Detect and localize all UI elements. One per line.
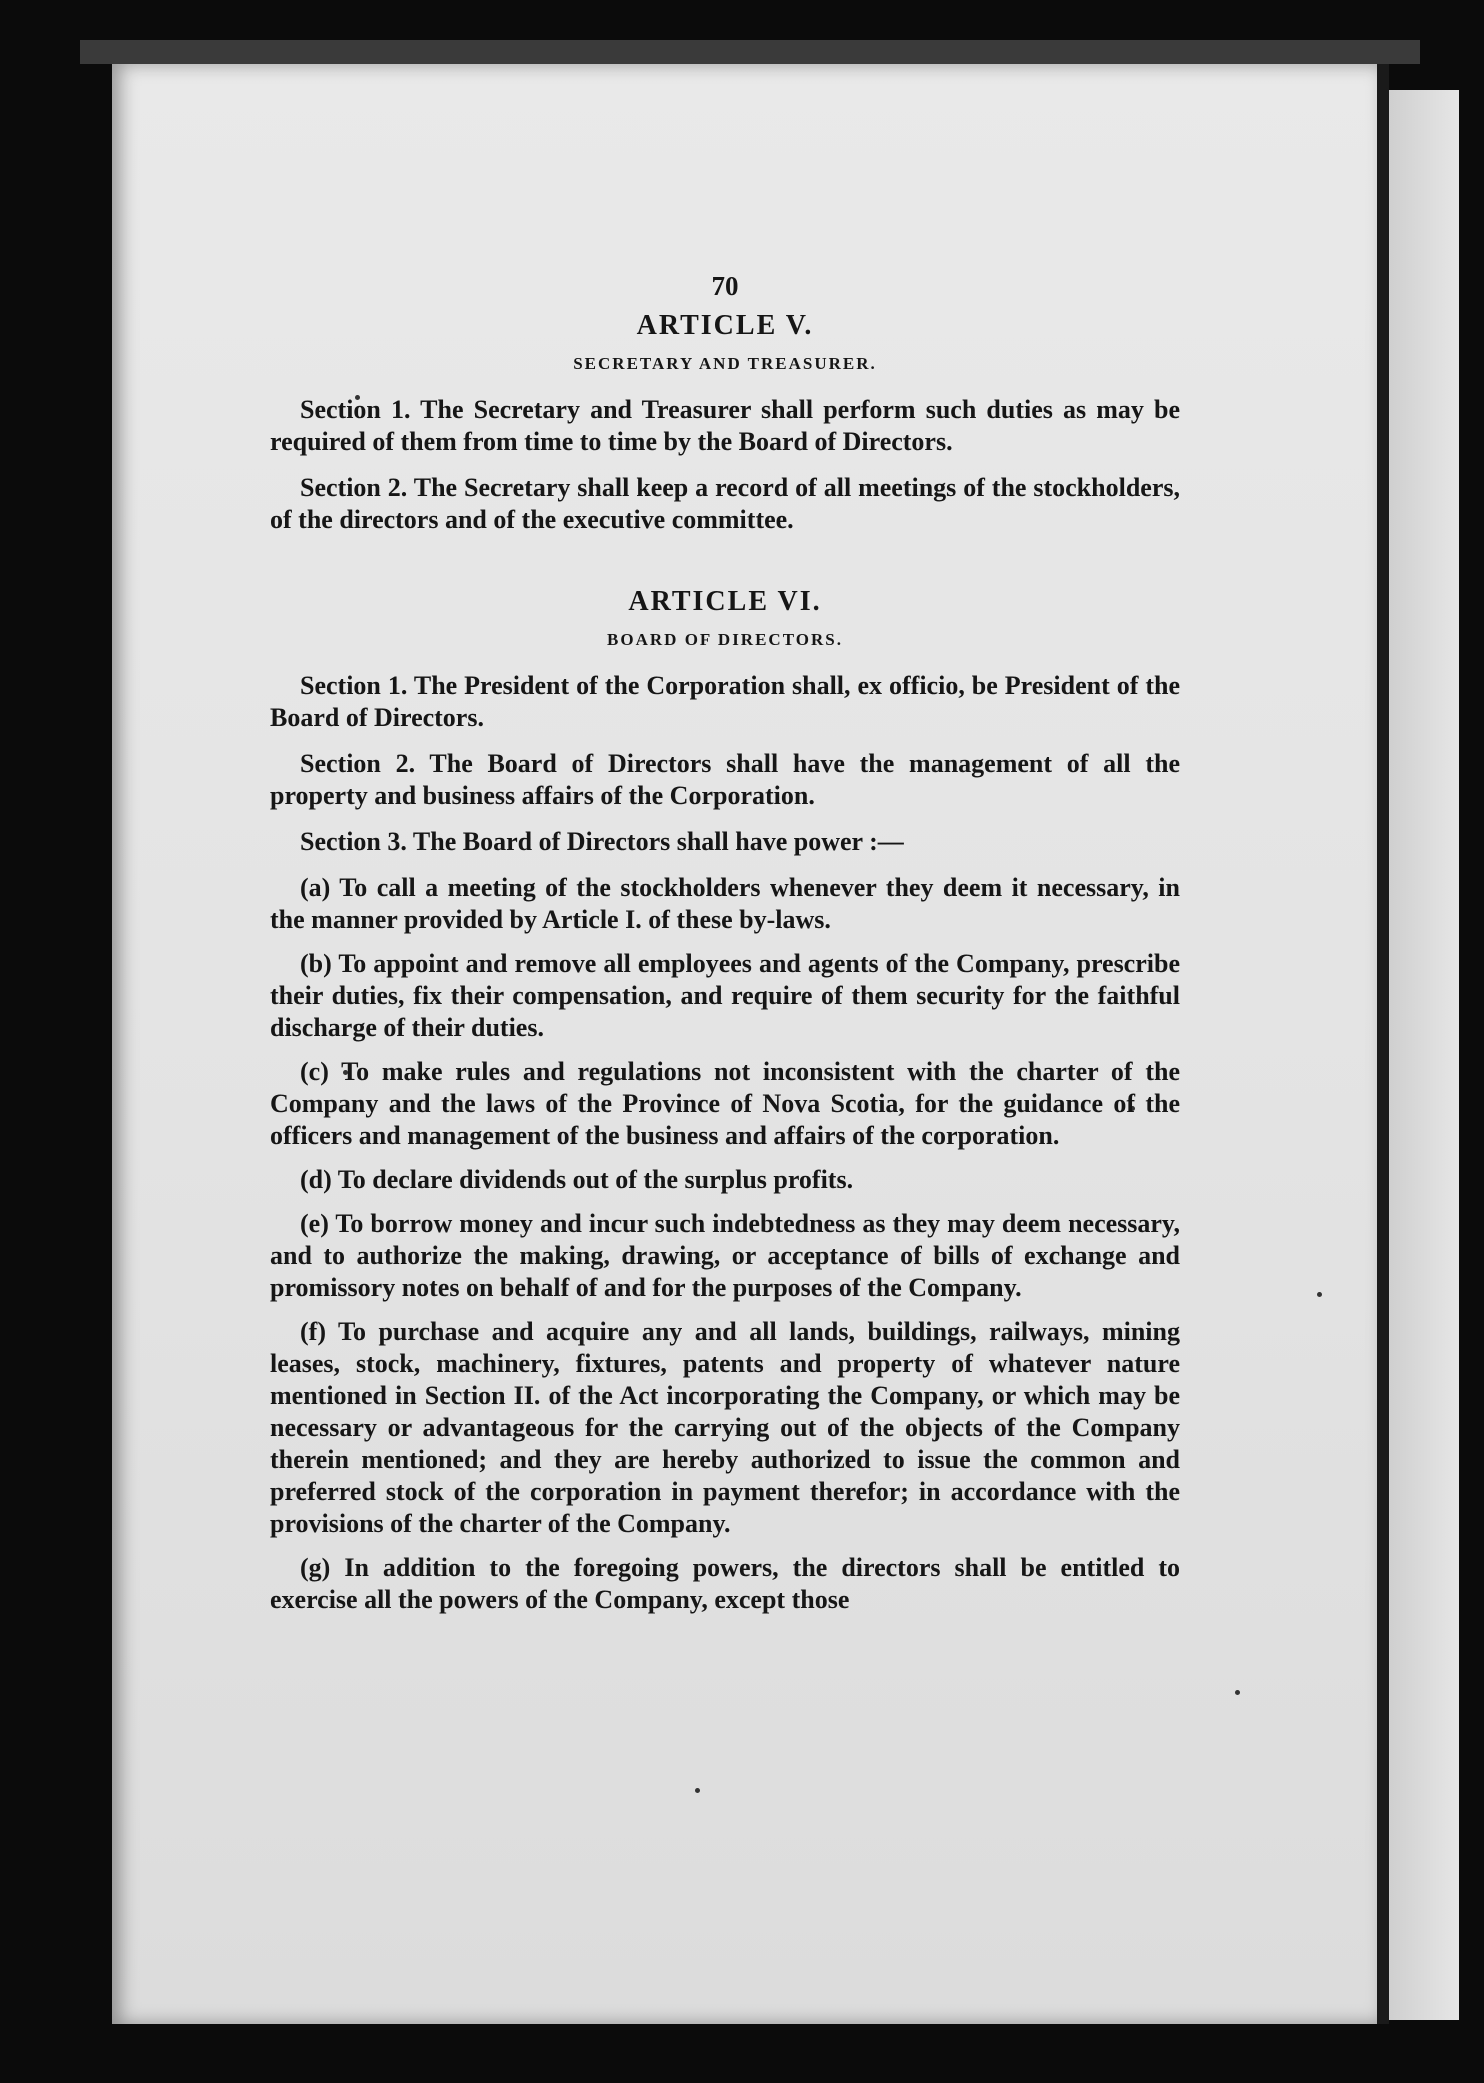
article-vi-subheading: BOARD OF DIRECTORS. <box>607 630 843 649</box>
article-v-subheading: SECRETARY AND TREASURER. <box>573 354 877 373</box>
dust-speck <box>695 1788 700 1793</box>
page-text <box>270 270 1180 1628</box>
scan-border-right <box>1459 0 1484 2083</box>
power-item-d: (d) To declare dividends out of the surplus profits. <box>300 1165 854 1194</box>
article-vi-heading: ARTICLE VI. <box>628 586 822 617</box>
power-item-a: (a) To call a meeting of the stockholders whenever they deem it necessary, in the manner provided by Article I. of these by-laws. <box>270 873 1180 934</box>
dust-speck <box>1235 1690 1240 1695</box>
power-item-c: (c) To make rules and regulations not inconsistent with the charter of the Company and the laws of the Province of Nova Scotia, for the guidance of the officers and management of the business and affairs of the corporation. <box>270 1057 1180 1150</box>
book-spine <box>1377 64 1389 2024</box>
facing-page-edge <box>1389 90 1459 2020</box>
article-vi-section-2: Section 2. The Board of Directors shall have the management of all the property and business affairs of the Corporation. <box>270 749 1180 810</box>
article-vi-section-3: Section 3. The Board of Directors shall have power :— <box>300 827 904 856</box>
page-number: 70 <box>711 271 739 301</box>
power-item-f: (f) To purchase and acquire any and all lands, buildings, railways, mining leases, stock, machinery, fixtures, patents and property of whatever nature mentioned in Section II. of the Act incorporating the Company, or which may be necessary or advantageous for the carrying out of the objects of the Company therein mentioned; and they are hereby authorized to issue the common and preferred stock of the corporation in payment therefor; in accordance with the provisions of the charter of the Company. <box>270 1317 1180 1538</box>
power-item-b: (b) To appoint and remove all employees and agents of the Company, prescribe their duties, fix their compensation, and require of them security for the faithful discharge of their duties. <box>270 949 1180 1042</box>
article-v-section-2: Section 2. The Secretary shall keep a record of all meetings of the stockholders, of the directors and of the executive committee. <box>270 473 1180 534</box>
article-vi-section-1: Section 1. The President of the Corporation shall, ex officio, be President of the Board of Directors. <box>270 671 1180 732</box>
power-item-g: (g) In addition to the foregoing powers, the directors shall be entitled to exercise all the powers of the Company, except those <box>270 1553 1180 1614</box>
scan-frame-top <box>80 40 1420 64</box>
dust-speck <box>1317 1292 1322 1297</box>
article-v-section-1: Section 1. The Secretary and Treasurer shall perform such duties as may be required of them from time to time by the Board of Directors. <box>270 395 1180 456</box>
power-item-e: (e) To borrow money and incur such indebtedness as they may deem necessary, and to authorize the making, drawing, or acceptance of bills of exchange and promissory notes on behalf of and for the purposes of the Company. <box>270 1209 1180 1302</box>
article-v-heading: ARTICLE V. <box>636 310 814 341</box>
